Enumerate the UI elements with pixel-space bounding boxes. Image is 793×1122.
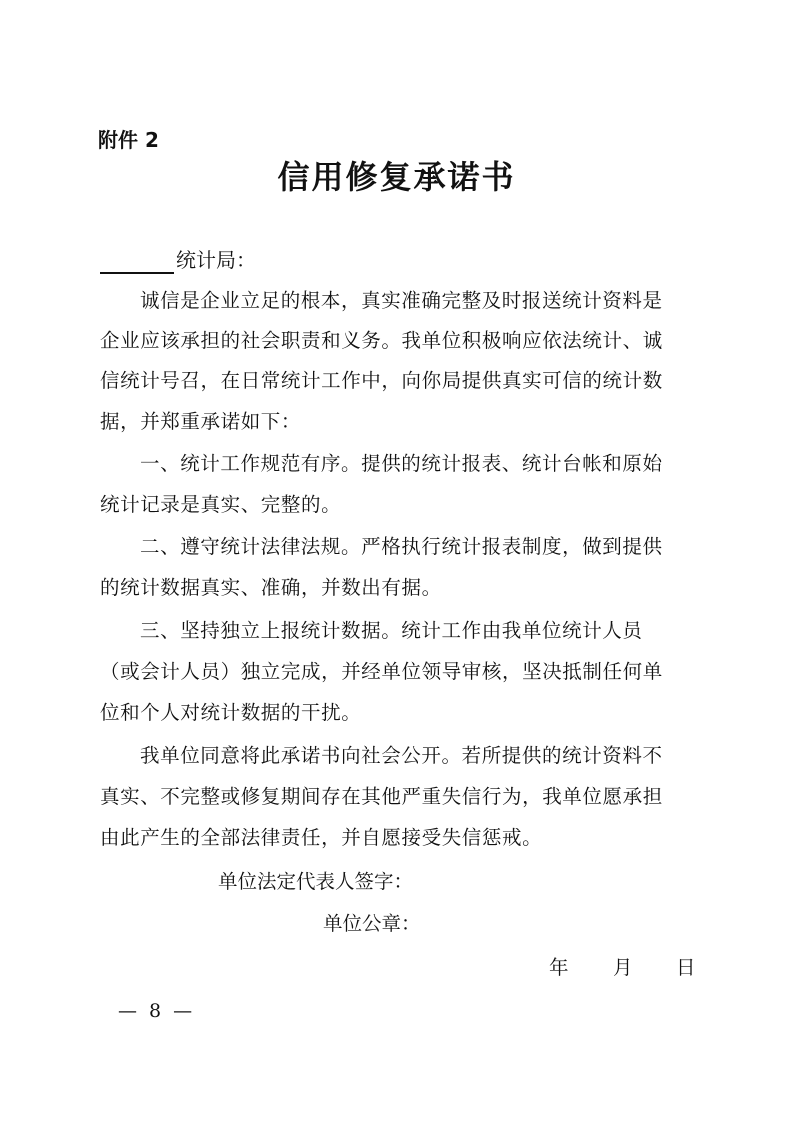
body-line: 诚信是企业立足的根本，真实准确完整及时报送统计资料是 bbox=[140, 289, 663, 312]
document-title: 信用修复承诺书 bbox=[277, 158, 516, 196]
body-line: 信统计号召，在日常统计工作中，向你局提供真实可信的统计数 bbox=[100, 369, 663, 392]
body-line: 企业应该承担的社会职责和义务。我单位积极响应依法统计、诚 bbox=[100, 329, 663, 352]
body-line: 据，并郑重承诺如下： bbox=[100, 410, 302, 433]
body-line: 统计记录是真实、完整的。 bbox=[100, 493, 342, 516]
attachment-label: 附件 2 bbox=[98, 128, 159, 152]
body-line: 的统计数据真实、准确，并数出有据。 bbox=[100, 576, 442, 599]
body-line: 一、统计工作规范有序。提供的统计报表、统计台帐和原始 bbox=[140, 452, 663, 475]
page-number: — 8 — bbox=[118, 1000, 196, 1022]
addressee-line bbox=[100, 246, 256, 274]
body-line: 真实、不完整或修复期间存在其他严重失信行为，我单位愿承担 bbox=[100, 785, 663, 808]
body-line: 由此产生的全部法律责任，并自愿接受失信惩戒。 bbox=[100, 826, 543, 849]
body-line: 三、坚持独立上报统计数据。统计工作由我单位统计人员 bbox=[140, 619, 643, 642]
date-month-label: 月 bbox=[613, 956, 633, 979]
unit-seal-label: 单位公章： bbox=[323, 912, 421, 935]
body-line: （或会计人员）独立完成，并经单位领导审核，坚决抵制任何单 bbox=[100, 660, 663, 683]
addressee-suffix: 统计局： bbox=[176, 248, 256, 272]
body-line: 位和个人对统计数据的干扰。 bbox=[100, 701, 362, 724]
body-line: 我单位同意将此承诺书向社会公开。若所提供的统计资料不 bbox=[140, 744, 663, 767]
date-day-label: 日 bbox=[676, 956, 696, 979]
representative-signature-label: 单位法定代表人签字： bbox=[218, 870, 414, 893]
body-line: 二、遵守统计法律法规。严格执行统计报表制度，做到提供 bbox=[140, 535, 663, 558]
addressee-blank bbox=[100, 248, 174, 274]
date-year-label: 年 bbox=[549, 956, 569, 979]
